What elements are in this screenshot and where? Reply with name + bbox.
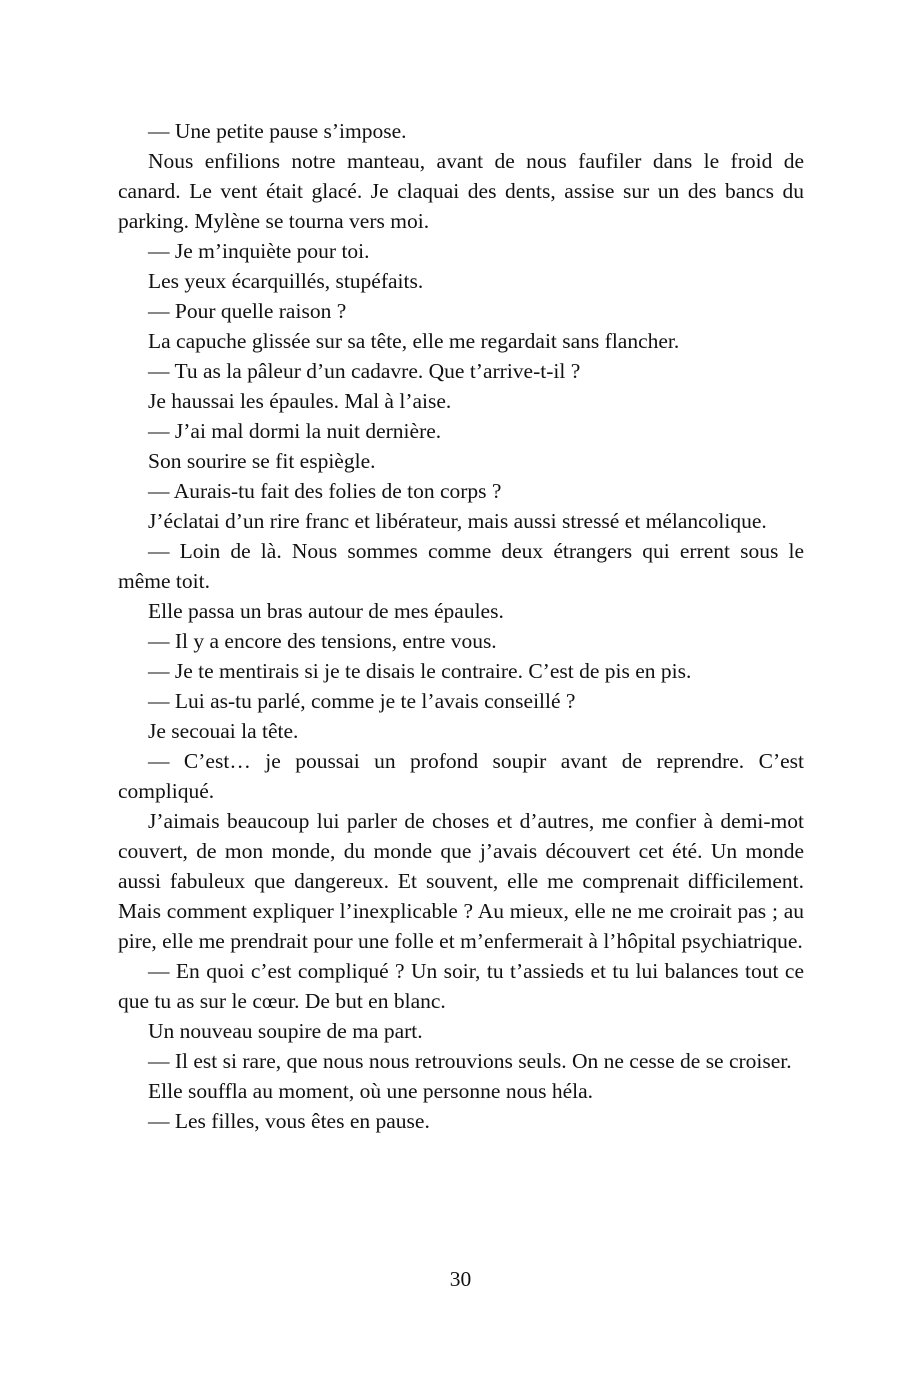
paragraph: — Lui as-tu parlé, comme je te l’avais conseillé ? xyxy=(148,689,576,713)
paragraph: — Je te mentirais si je te disais le contraire. C’est de pis en pis. xyxy=(148,659,692,683)
paragraph: — C’est… je poussai un profond soupir avant de reprendre. C’est compliqué. xyxy=(118,749,804,803)
paragraph: La capuche glissée sur sa tête, elle me regardait sans flancher. xyxy=(148,329,680,353)
paragraph: — Je m’inquiète pour toi. xyxy=(148,239,370,263)
paragraph: Elle souffla au moment, où une personne nous héla. xyxy=(148,1079,594,1103)
paragraph: — Une petite pause s’impose. xyxy=(148,119,407,143)
page-number: 30 xyxy=(449,1267,472,1291)
paragraph: Son sourire se fit espiègle. xyxy=(148,449,376,473)
paragraph: — Les filles, vous êtes en pause. xyxy=(148,1109,430,1133)
paragraph: Un nouveau soupire de ma part. xyxy=(148,1019,423,1043)
paragraph: Les yeux écarquillés, stupéfaits. xyxy=(148,269,424,293)
paragraph: — Loin de là. Nous sommes comme deux étrangers qui errent sous le même toit. xyxy=(118,539,804,593)
paragraph: J’aimais beaucoup lui parler de choses et d’autres, me confier à demi-mot couvert, de mon monde, du monde que j’avais découvert cet été. Un monde aussi fabuleux que dangereux. Et souvent, elle me comprenait difficilement. Mais comment expliquer l’inexplicable ? Au mieux, elle ne me croirait pas ; au pire, elle me prendrait pour une folle et m’enfermerait à l’hôpital psychiatrique. xyxy=(118,809,804,953)
paragraph: — Il y a encore des tensions, entre vous. xyxy=(148,629,497,653)
body-text xyxy=(118,116,804,1136)
paragraph: Je haussai les épaules. Mal à l’aise. xyxy=(148,389,452,413)
paragraph: — Aurais-tu fait des folies de ton corps ? xyxy=(148,479,502,503)
paragraph: — Tu as la pâleur d’un cadavre. Que t’arrive-t-il ? xyxy=(148,359,581,383)
paragraph: — J’ai mal dormi la nuit dernière. xyxy=(148,419,442,443)
paragraph: J’éclatai d’un rire franc et libérateur, mais aussi stressé et mélancolique. xyxy=(148,509,767,533)
paragraph: Je secouai la tête. xyxy=(148,719,299,743)
paragraph: — Pour quelle raison ? xyxy=(148,299,347,323)
paragraph: — Il est si rare, que nous nous retrouvions seuls. On ne cesse de se croiser. xyxy=(148,1049,792,1073)
paragraph: Nous enfilions notre manteau, avant de nous faufiler dans le froid de canard. Le vent était glacé. Je claquai des dents, assise sur un des bancs du parking. Mylène se tourna vers moi. xyxy=(118,149,804,233)
paragraph: Elle passa un bras autour de mes épaules. xyxy=(148,599,504,623)
paragraph: — En quoi c’est compliqué ? Un soir, tu t’assieds et tu lui balances tout ce que tu as sur le cœur. De but en blanc. xyxy=(118,959,804,1013)
